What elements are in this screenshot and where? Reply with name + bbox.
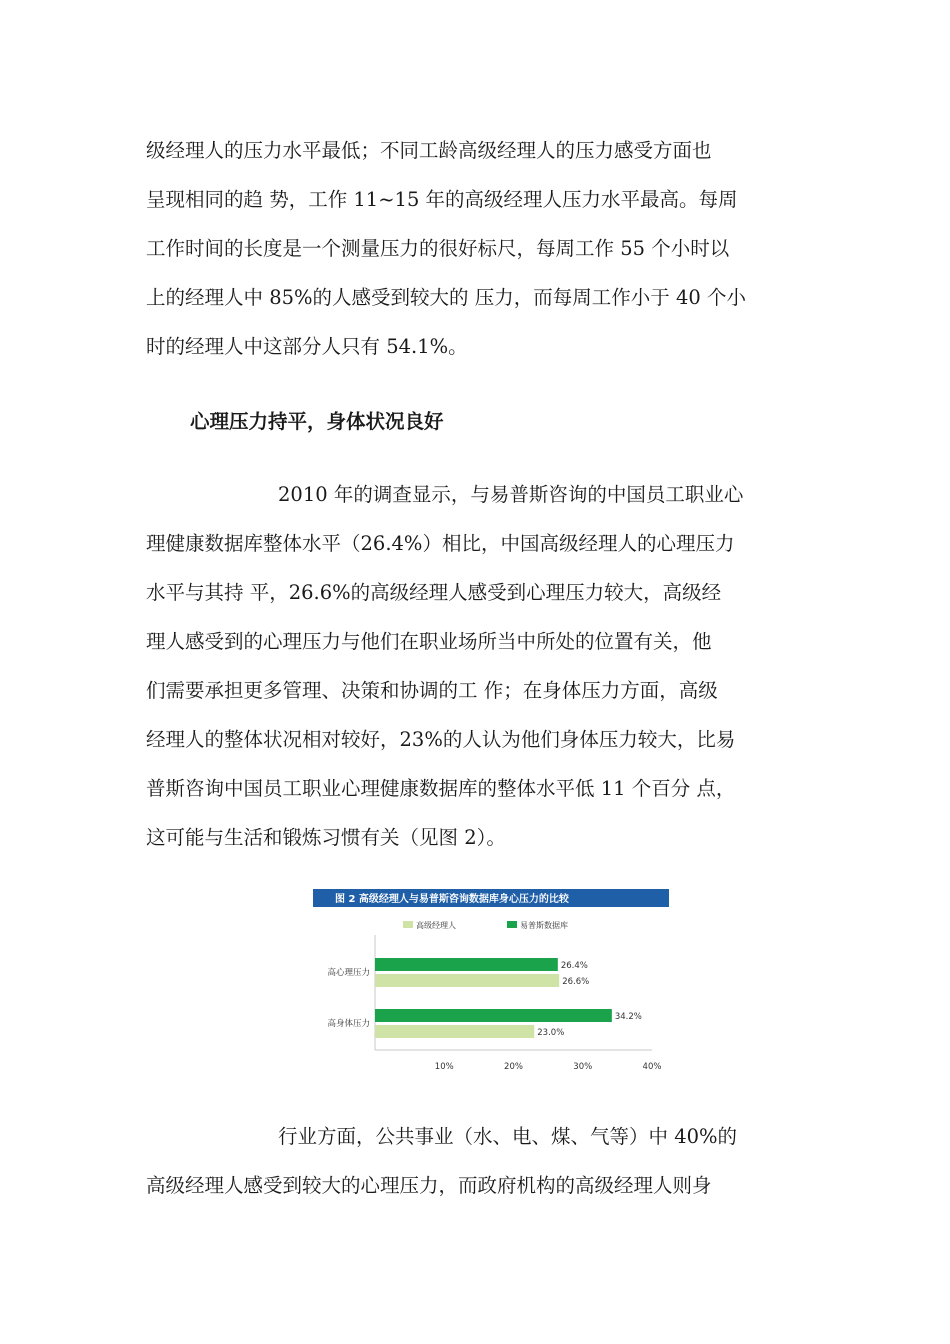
- paragraph-2: [146, 470, 816, 862]
- category-label: 高心理压力: [327, 968, 370, 978]
- x-tick-label: 30%: [573, 1062, 593, 1072]
- text-line: 经理人的整体状况相对较好，23%的人认为他们身体压力较大，比易: [146, 728, 736, 751]
- text-line: 呈现相同的趋 势，工作 11~15 年的高级经理人压力水平最高。每周: [146, 188, 738, 211]
- x-tick-label: 10%: [434, 1062, 454, 1072]
- text-line: 上的经理人中 85%的人感受到较大的 压力，而每周工作小于 40 个小: [146, 286, 746, 309]
- bar: [375, 958, 558, 971]
- data-label: 26.4%: [560, 961, 588, 971]
- paragraph-1: [146, 126, 816, 371]
- figure-2-chart: [313, 889, 669, 1077]
- section-heading: 心理压力持平，身体状况良好: [190, 410, 444, 433]
- text-line: 水平与其持 平，26.6%的高级经理人感受到心理压力较大，高级经: [146, 581, 722, 604]
- x-tick-label: 40%: [642, 1062, 662, 1072]
- paragraph-3: [146, 1112, 816, 1210]
- data-label: 23.0%: [537, 1028, 565, 1038]
- text-line: 时的经理人中这部分人只有 54.1%。: [146, 335, 468, 358]
- text-line: 理人感受到的心理压力与他们在职业场所当中所处的位置有关，他: [146, 630, 712, 653]
- text-line: 2010 年的调查显示，与易普斯咨询的中国员工职业心: [278, 483, 744, 506]
- legend-swatch: [403, 921, 413, 928]
- text-line: 这可能与生活和锻炼习惯有关（见图 2）。: [146, 826, 506, 849]
- data-label: 26.6%: [562, 977, 590, 987]
- bar: [375, 1009, 612, 1022]
- bar: [375, 1025, 534, 1038]
- legend-label: 易普斯数据库: [520, 921, 568, 930]
- text-line: 普斯咨询中国员工职业心理健康数据库的整体水平低 11 个百分 点，: [146, 777, 736, 800]
- text-line: 行业方面，公共事业（水、电、煤、气等）中 40%的: [278, 1125, 738, 1148]
- legend-label: 高级经理人: [416, 921, 456, 930]
- data-label: 34.2%: [614, 1012, 642, 1022]
- bar: [375, 974, 559, 987]
- text-line: 工作时间的长度是一个测量压力的很好标尺，每周工作 55 个小时以: [146, 237, 730, 260]
- x-tick-label: 20%: [504, 1062, 523, 1072]
- text-line: 理健康数据库整体水平（26.4%）相比，中国高级经理人的心理压力: [146, 532, 735, 555]
- legend-swatch: [507, 921, 517, 928]
- text-line: 级经理人的压力水平最低；不同工龄高级经理人的压力感受方面也: [146, 139, 712, 162]
- text-line: 们需要承担更多管理、决策和协调的工 作；在身体压力方面，高级: [146, 679, 718, 702]
- chart-title: 图 2 高级经理人与易普斯咨询数据库身心压力的比较: [335, 894, 569, 905]
- category-label: 高身体压力: [327, 1019, 370, 1029]
- text-line: 高级经理人感受到较大的心理压力，而政府机构的高级经理人则身: [146, 1174, 712, 1197]
